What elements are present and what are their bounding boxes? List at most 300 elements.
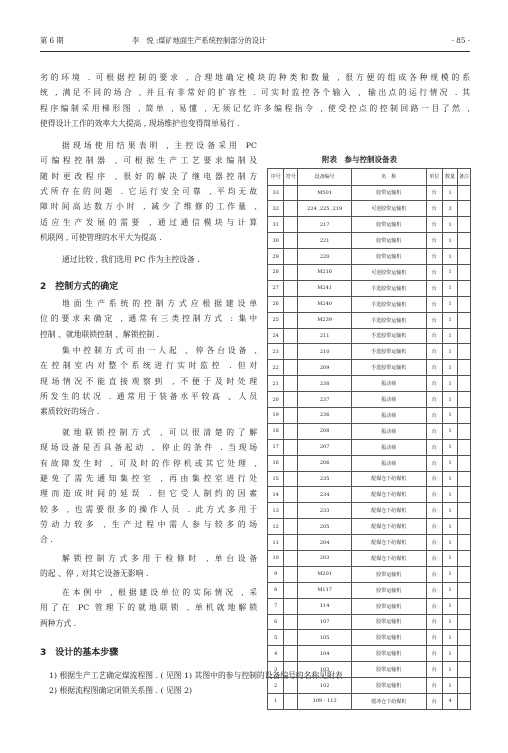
cell-symbol bbox=[284, 439, 298, 455]
cell-unit: 台 bbox=[426, 455, 442, 471]
cell-qty: 1 bbox=[442, 249, 457, 265]
col-header-index: 序号 bbox=[268, 169, 284, 186]
cell-qty: 3 bbox=[442, 201, 457, 217]
cell-unit: 台 bbox=[426, 185, 442, 201]
table-row bbox=[268, 582, 471, 598]
cell-symbol bbox=[284, 296, 298, 312]
cell-code: M240 bbox=[298, 296, 352, 312]
cell-remark bbox=[458, 249, 471, 265]
cell-code: 109 - 112 bbox=[298, 694, 352, 710]
cell-index: 17 bbox=[268, 439, 284, 455]
cell-name: 手选胶带运输机 bbox=[351, 344, 426, 360]
section-heading: 3 设计的基本步骤 bbox=[40, 648, 119, 658]
cell-symbol bbox=[284, 519, 298, 535]
table-row bbox=[268, 630, 471, 646]
cell-code: 210 bbox=[298, 344, 352, 360]
cell-unit: 台 bbox=[426, 217, 442, 233]
body-line: 就地联锁控制方式 , 可以很清楚的了解 bbox=[62, 428, 257, 437]
cell-code: 205 bbox=[298, 519, 352, 535]
cell-remark bbox=[458, 678, 471, 694]
cell-name: 手选胶带运输机 bbox=[351, 360, 426, 376]
cell-code: 114 bbox=[298, 598, 352, 614]
cell-index: 6 bbox=[268, 614, 284, 630]
cell-index: 14 bbox=[268, 487, 284, 503]
cell-code: 236 bbox=[298, 407, 352, 423]
table-row bbox=[268, 249, 471, 265]
cell-name: 振动筛 bbox=[351, 455, 426, 471]
cell-symbol bbox=[284, 392, 298, 408]
cell-unit: 台 bbox=[426, 550, 442, 566]
cell-name: 胶带运输机 bbox=[351, 582, 426, 598]
cell-qty: 1 bbox=[442, 662, 457, 678]
cell-symbol bbox=[284, 264, 298, 280]
table-row bbox=[268, 312, 471, 328]
table-row bbox=[268, 566, 471, 582]
cell-qty: 1 bbox=[442, 312, 457, 328]
cell-name: 胶带运输机 bbox=[351, 646, 426, 662]
cell-symbol bbox=[284, 471, 298, 487]
cell-unit: 台 bbox=[426, 694, 442, 710]
body-line: 避免了需先通知集控室 , 再由集控室进行处 bbox=[40, 473, 257, 483]
cell-qty: 1 bbox=[442, 487, 457, 503]
cell-index: 3 bbox=[268, 662, 284, 678]
cell-unit: 台 bbox=[426, 582, 442, 598]
cell-code: 103 bbox=[298, 662, 352, 678]
body-line: 集中控制方式可由一人起 、停各台设备 , bbox=[62, 346, 257, 355]
cell-code: 206 bbox=[298, 455, 352, 471]
cell-remark bbox=[458, 503, 471, 519]
body-line: 现场设备是否具备起动 、停止的条件 . 当现场 bbox=[40, 443, 257, 453]
cell-remark bbox=[458, 471, 471, 487]
cell-name: 手选胶带运输机 bbox=[351, 280, 426, 296]
cell-code: M216 bbox=[298, 264, 352, 280]
cell-remark bbox=[458, 487, 471, 503]
cell-unit: 台 bbox=[426, 360, 442, 376]
cell-symbol bbox=[284, 535, 298, 551]
cell-remark bbox=[458, 694, 471, 710]
cell-remark bbox=[458, 217, 471, 233]
cell-code: 235 bbox=[298, 471, 352, 487]
table-row bbox=[268, 598, 471, 614]
cell-qty: 1 bbox=[442, 185, 457, 201]
table-row bbox=[268, 296, 471, 312]
cell-qty: 1 bbox=[442, 280, 457, 296]
cell-name: 配煤仓下给煤机 bbox=[351, 535, 426, 551]
cell-symbol bbox=[284, 582, 298, 598]
cell-unit: 台 bbox=[426, 678, 442, 694]
cell-code: 238 bbox=[298, 376, 352, 392]
running-title: 李 悦 :煤矿地面生产系统控制部分的设计 bbox=[132, 36, 267, 45]
table-row bbox=[268, 344, 471, 360]
col-header-code: 设备编号 bbox=[298, 169, 352, 186]
table-row bbox=[268, 185, 471, 201]
cell-unit: 台 bbox=[426, 423, 442, 439]
table-row bbox=[268, 550, 471, 566]
cell-name: 振动筛 bbox=[351, 392, 426, 408]
table-header-row bbox=[268, 169, 471, 186]
cell-symbol bbox=[284, 312, 298, 328]
cell-code: 207 bbox=[298, 439, 352, 455]
cell-symbol bbox=[284, 249, 298, 265]
running-header bbox=[40, 36, 470, 48]
cell-name: 配煤仓下给煤机 bbox=[351, 471, 426, 487]
cell-qty: 1 bbox=[442, 550, 457, 566]
body-line: 劳动力较多 , 生产过程中需人参与较多的场 bbox=[40, 519, 257, 529]
cell-unit: 台 bbox=[426, 407, 442, 423]
body-line: 通过比较 , 我们选用 PC 作为主控设备 . bbox=[62, 255, 200, 264]
header-rule bbox=[40, 51, 470, 52]
cell-remark bbox=[458, 233, 471, 249]
cell-symbol bbox=[284, 487, 298, 503]
cell-code: M201 bbox=[298, 566, 352, 582]
cell-index: 5 bbox=[268, 630, 284, 646]
cell-name: 振动筛 bbox=[351, 407, 426, 423]
cell-symbol bbox=[284, 360, 298, 376]
cell-unit: 台 bbox=[426, 392, 442, 408]
body-line: 位的要求来确定 , 通常有三类控制方式 : 集中 bbox=[40, 314, 257, 324]
cell-remark bbox=[458, 455, 471, 471]
cell-qty: 1 bbox=[442, 296, 457, 312]
cell-remark bbox=[458, 662, 471, 678]
cell-remark bbox=[458, 185, 471, 201]
cell-code: 104 bbox=[298, 646, 352, 662]
cell-qty: 1 bbox=[442, 392, 457, 408]
page-number: · 85 · bbox=[451, 36, 470, 45]
cell-index: 10 bbox=[268, 550, 284, 566]
cell-unit: 台 bbox=[426, 344, 442, 360]
body-line: 所发生的状况 . 通常用于装备水平较高 、人员 bbox=[40, 391, 257, 401]
cell-name: 胶带运输机 bbox=[351, 233, 426, 249]
body-line: 合 . bbox=[40, 535, 53, 545]
cell-index: 19 bbox=[268, 407, 284, 423]
cell-unit: 台 bbox=[426, 280, 442, 296]
cell-remark bbox=[458, 328, 471, 344]
cell-name: 手选胶带运输机 bbox=[351, 328, 426, 344]
table-caption: 附表 参与控制设备表 bbox=[322, 155, 397, 164]
cell-remark bbox=[458, 550, 471, 566]
body-line: 地面生产系统的控制方式应根据建设单 bbox=[62, 299, 257, 308]
cell-symbol bbox=[284, 407, 298, 423]
cell-code: 107 bbox=[298, 614, 352, 630]
cell-code: 234 bbox=[298, 487, 352, 503]
cell-unit: 台 bbox=[426, 201, 442, 217]
cell-qty: 1 bbox=[442, 566, 457, 582]
cell-unit: 台 bbox=[426, 249, 442, 265]
cell-symbol bbox=[284, 217, 298, 233]
cell-qty: 1 bbox=[442, 630, 457, 646]
cell-remark bbox=[458, 519, 471, 535]
table-row bbox=[268, 423, 471, 439]
table-row bbox=[268, 614, 471, 630]
cell-name: 配煤仓下给煤机 bbox=[351, 550, 426, 566]
cell-symbol bbox=[284, 201, 298, 217]
cell-symbol bbox=[284, 328, 298, 344]
table-row bbox=[268, 694, 471, 710]
body-line: 控制 、就地联锁控制 、解锁控制 . bbox=[40, 329, 160, 339]
body-line: 用了在 PC 管理下的就地联锁 , 单机就地解锁 bbox=[40, 603, 257, 613]
table-row bbox=[268, 280, 471, 296]
cell-qty: 1 bbox=[442, 407, 457, 423]
table-row bbox=[268, 264, 471, 280]
cell-symbol bbox=[284, 566, 298, 582]
table-row bbox=[268, 487, 471, 503]
cell-qty: 1 bbox=[442, 328, 457, 344]
cell-unit: 台 bbox=[426, 376, 442, 392]
cell-remark bbox=[458, 566, 471, 582]
cell-qty: 1 bbox=[442, 614, 457, 630]
cell-unit: 台 bbox=[426, 535, 442, 551]
cell-unit: 台 bbox=[426, 264, 442, 280]
cell-name: 可逆胶带运输机 bbox=[351, 201, 426, 217]
table-row bbox=[268, 328, 471, 344]
cell-unit: 台 bbox=[426, 598, 442, 614]
cell-qty: 1 bbox=[442, 217, 457, 233]
cell-qty: 1 bbox=[442, 423, 457, 439]
cell-remark bbox=[458, 264, 471, 280]
col-header-symbol: 符号 bbox=[284, 169, 298, 186]
cell-symbol bbox=[284, 344, 298, 360]
cell-unit: 台 bbox=[426, 566, 442, 582]
body-line: 劣的环境 . 可根据控制的要求 , 合理地确定模块的种类和数量 , 很方便的组成各种规模的系 bbox=[40, 73, 470, 82]
cell-unit: 台 bbox=[426, 614, 442, 630]
body-line: 有故障发生时 , 可及时的作停机或其它处理 , bbox=[40, 458, 257, 468]
cell-index: 9 bbox=[268, 566, 284, 582]
col-header-unit: 单位 bbox=[426, 169, 442, 186]
body-line: 可编程控制器 , 可根据生产工艺要求编制及 bbox=[40, 156, 257, 166]
cell-qty: 1 bbox=[442, 598, 457, 614]
table-row bbox=[268, 407, 471, 423]
body-line: 适应生产发展的需要 , 通过通信模块与计算 bbox=[40, 217, 257, 227]
cell-index: 23 bbox=[268, 344, 284, 360]
cell-name: 胶带运输机 bbox=[351, 185, 426, 201]
cell-index: 15 bbox=[268, 471, 284, 487]
cell-code: M117 bbox=[298, 582, 352, 598]
cell-index: 28 bbox=[268, 264, 284, 280]
col-header-name: 名 称 bbox=[351, 169, 426, 186]
cell-qty: 1 bbox=[442, 582, 457, 598]
cell-name: 胶带运输机 bbox=[351, 678, 426, 694]
cell-name: 胶带运输机 bbox=[351, 598, 426, 614]
col-header-qty: 数量 bbox=[442, 169, 457, 186]
table-row bbox=[268, 678, 471, 694]
cell-remark bbox=[458, 376, 471, 392]
body-line: 程序编制采用梯形图 , 简单 , 易懂 , 无须记忆许多编程指令 , 使受控点的控制回路一目了然 , bbox=[40, 103, 470, 113]
cell-symbol bbox=[284, 614, 298, 630]
cell-name: 胶带运输机 bbox=[351, 217, 426, 233]
cell-unit: 台 bbox=[426, 328, 442, 344]
equipment-table bbox=[267, 168, 471, 710]
step-item: 2) 根据流程图确定闭锁关系图 . ( 见图 2) bbox=[49, 686, 193, 696]
cell-name: 振动筛 bbox=[351, 439, 426, 455]
cell-symbol bbox=[284, 376, 298, 392]
cell-qty: 1 bbox=[442, 519, 457, 535]
cell-name: 胶带运输机 bbox=[351, 630, 426, 646]
cell-index: 4 bbox=[268, 646, 284, 662]
cell-qty: 1 bbox=[442, 439, 457, 455]
cell-code: M501 bbox=[298, 185, 352, 201]
cell-index: 29 bbox=[268, 249, 284, 265]
cell-name: 手选胶带运输机 bbox=[351, 312, 426, 328]
cell-index: 30 bbox=[268, 233, 284, 249]
table-row bbox=[268, 392, 471, 408]
cell-name: 振动筛 bbox=[351, 423, 426, 439]
cell-name: 胶带运输机 bbox=[351, 249, 426, 265]
cell-qty: 4 bbox=[442, 694, 457, 710]
cell-code: 208 bbox=[298, 423, 352, 439]
cell-code: 221 bbox=[298, 233, 352, 249]
cell-qty: 1 bbox=[442, 360, 457, 376]
cell-name: 配煤仓下给煤机 bbox=[351, 519, 426, 535]
cell-symbol bbox=[284, 550, 298, 566]
cell-name: 胶带运输机 bbox=[351, 566, 426, 582]
cell-code: 211 bbox=[298, 328, 352, 344]
cell-code: 224 ,225 ,219 bbox=[298, 201, 352, 217]
cell-qty: 1 bbox=[442, 233, 457, 249]
cell-remark bbox=[458, 423, 471, 439]
body-line: 在控制室内对整个系统进行实时监控 . 但对 bbox=[40, 361, 257, 371]
cell-code: 203 bbox=[298, 550, 352, 566]
body-line: 两种方式 . bbox=[40, 618, 77, 628]
cell-remark bbox=[458, 360, 471, 376]
cell-remark bbox=[458, 392, 471, 408]
cell-code: 204 bbox=[298, 535, 352, 551]
table-row bbox=[268, 535, 471, 551]
cell-qty: 1 bbox=[442, 376, 457, 392]
cell-index: 22 bbox=[268, 360, 284, 376]
cell-unit: 台 bbox=[426, 503, 442, 519]
cell-symbol bbox=[284, 423, 298, 439]
cell-name: 配煤仓下给煤机 bbox=[351, 503, 426, 519]
cell-symbol bbox=[284, 694, 298, 710]
cell-symbol bbox=[284, 280, 298, 296]
table-row bbox=[268, 519, 471, 535]
cell-code: M241 bbox=[298, 280, 352, 296]
cell-index: 8 bbox=[268, 582, 284, 598]
body-line: 理而造成时间的延误 . 但它受人制约的因素 bbox=[40, 489, 257, 499]
cell-index: 25 bbox=[268, 312, 284, 328]
cell-qty: 1 bbox=[442, 264, 457, 280]
cell-index: 1 bbox=[268, 694, 284, 710]
cell-name: 可逆胶带运输机 bbox=[351, 264, 426, 280]
cell-index: 21 bbox=[268, 376, 284, 392]
cell-remark bbox=[458, 598, 471, 614]
cell-remark bbox=[458, 407, 471, 423]
table-body bbox=[268, 185, 471, 709]
cell-unit: 台 bbox=[426, 312, 442, 328]
body-line: 使得设计工作的效率大大提高 , 现场维护也变得简单易行 . bbox=[40, 118, 240, 128]
cell-index: 24 bbox=[268, 328, 284, 344]
cell-qty: 1 bbox=[442, 646, 457, 662]
body-line: 较多 , 也需要很多的操作人员 . 此方式多用于 bbox=[40, 504, 257, 514]
cell-symbol bbox=[284, 678, 298, 694]
cell-name: 振动筛 bbox=[351, 376, 426, 392]
table-row bbox=[268, 439, 471, 455]
cell-index: 33 bbox=[268, 185, 284, 201]
cell-unit: 台 bbox=[426, 646, 442, 662]
cell-remark bbox=[458, 280, 471, 296]
cell-index: 13 bbox=[268, 503, 284, 519]
cell-name: 缓冲仓下给煤机 bbox=[351, 694, 426, 710]
cell-code: 105 bbox=[298, 630, 352, 646]
cell-name: 配煤仓下给煤机 bbox=[351, 487, 426, 503]
cell-unit: 台 bbox=[426, 233, 442, 249]
cell-code: 233 bbox=[298, 503, 352, 519]
body-line: 随时更改程序 , 很好的解决了继电器控制方 bbox=[40, 171, 257, 181]
table-row bbox=[268, 503, 471, 519]
table-row bbox=[268, 662, 471, 678]
cell-index: 2 bbox=[268, 678, 284, 694]
col-header-remark: 备注 bbox=[458, 169, 471, 186]
cell-symbol bbox=[284, 630, 298, 646]
cell-index: 12 bbox=[268, 519, 284, 535]
cell-qty: 1 bbox=[442, 678, 457, 694]
cell-symbol bbox=[284, 598, 298, 614]
body-line: 机联网 , 可使管理的水平大为提高 . bbox=[40, 232, 162, 242]
table-row bbox=[268, 233, 471, 249]
section-heading: 2 控制方式的确定 bbox=[40, 282, 119, 292]
body-line: 障时间高达数万小时 , 减少了维修的工作量 , bbox=[40, 202, 257, 212]
cell-qty: 1 bbox=[442, 344, 457, 360]
cell-code: M239 bbox=[298, 312, 352, 328]
table-row bbox=[268, 376, 471, 392]
cell-remark bbox=[458, 646, 471, 662]
cell-remark bbox=[458, 535, 471, 551]
cell-remark bbox=[458, 630, 471, 646]
body-line: 据现场使用结果表明 , 主控设备采用 PC bbox=[62, 141, 257, 150]
body-line: 素质较好的场合 . bbox=[40, 407, 100, 417]
cell-index: 27 bbox=[268, 280, 284, 296]
body-line: 在本例中 , 根据建设单位的实际情况 , 采 bbox=[62, 588, 257, 597]
cell-qty: 1 bbox=[442, 535, 457, 551]
body-line: 的起 、停 , 对其它设备无影响 . bbox=[40, 569, 149, 579]
cell-remark bbox=[458, 201, 471, 217]
cell-unit: 台 bbox=[426, 519, 442, 535]
table-row bbox=[268, 217, 471, 233]
cell-symbol bbox=[284, 233, 298, 249]
cell-index: 18 bbox=[268, 423, 284, 439]
cell-index: 7 bbox=[268, 598, 284, 614]
body-line: 统 , 满足不同的场合 , 并且有非常好的扩容性 . 可实时监控各个输入 、输出点的运行情况 . 其 bbox=[40, 88, 470, 98]
cell-qty: 1 bbox=[442, 455, 457, 471]
cell-unit: 台 bbox=[426, 296, 442, 312]
cell-remark bbox=[458, 582, 471, 598]
step-item: 1) 根据生产工艺确定煤流程图 . ( 见图 1) 其图中的参与控制的设备编号的名称见附表 bbox=[49, 671, 343, 680]
cell-remark bbox=[458, 614, 471, 630]
cell-code: 217 bbox=[298, 217, 352, 233]
cell-index: 16 bbox=[268, 455, 284, 471]
table-row bbox=[268, 471, 471, 487]
cell-remark bbox=[458, 312, 471, 328]
cell-name: 手选胶带运输机 bbox=[351, 296, 426, 312]
body-line: 式所存在的问题 . 它运行安全可靠 , 平均无故 bbox=[40, 186, 257, 196]
cell-unit: 台 bbox=[426, 662, 442, 678]
cell-index: 31 bbox=[268, 217, 284, 233]
cell-symbol bbox=[284, 185, 298, 201]
cell-symbol bbox=[284, 503, 298, 519]
cell-symbol bbox=[284, 646, 298, 662]
table-row bbox=[268, 201, 471, 217]
cell-qty: 1 bbox=[442, 503, 457, 519]
cell-index: 20 bbox=[268, 392, 284, 408]
cell-code: 102 bbox=[298, 678, 352, 694]
body-line: 解锁控制方式多用于检修时 , 单台设备 bbox=[62, 554, 257, 563]
cell-index: 32 bbox=[268, 201, 284, 217]
cell-index: 26 bbox=[268, 296, 284, 312]
cell-unit: 台 bbox=[426, 439, 442, 455]
cell-remark bbox=[458, 439, 471, 455]
table-row bbox=[268, 360, 471, 376]
cell-unit: 台 bbox=[426, 630, 442, 646]
